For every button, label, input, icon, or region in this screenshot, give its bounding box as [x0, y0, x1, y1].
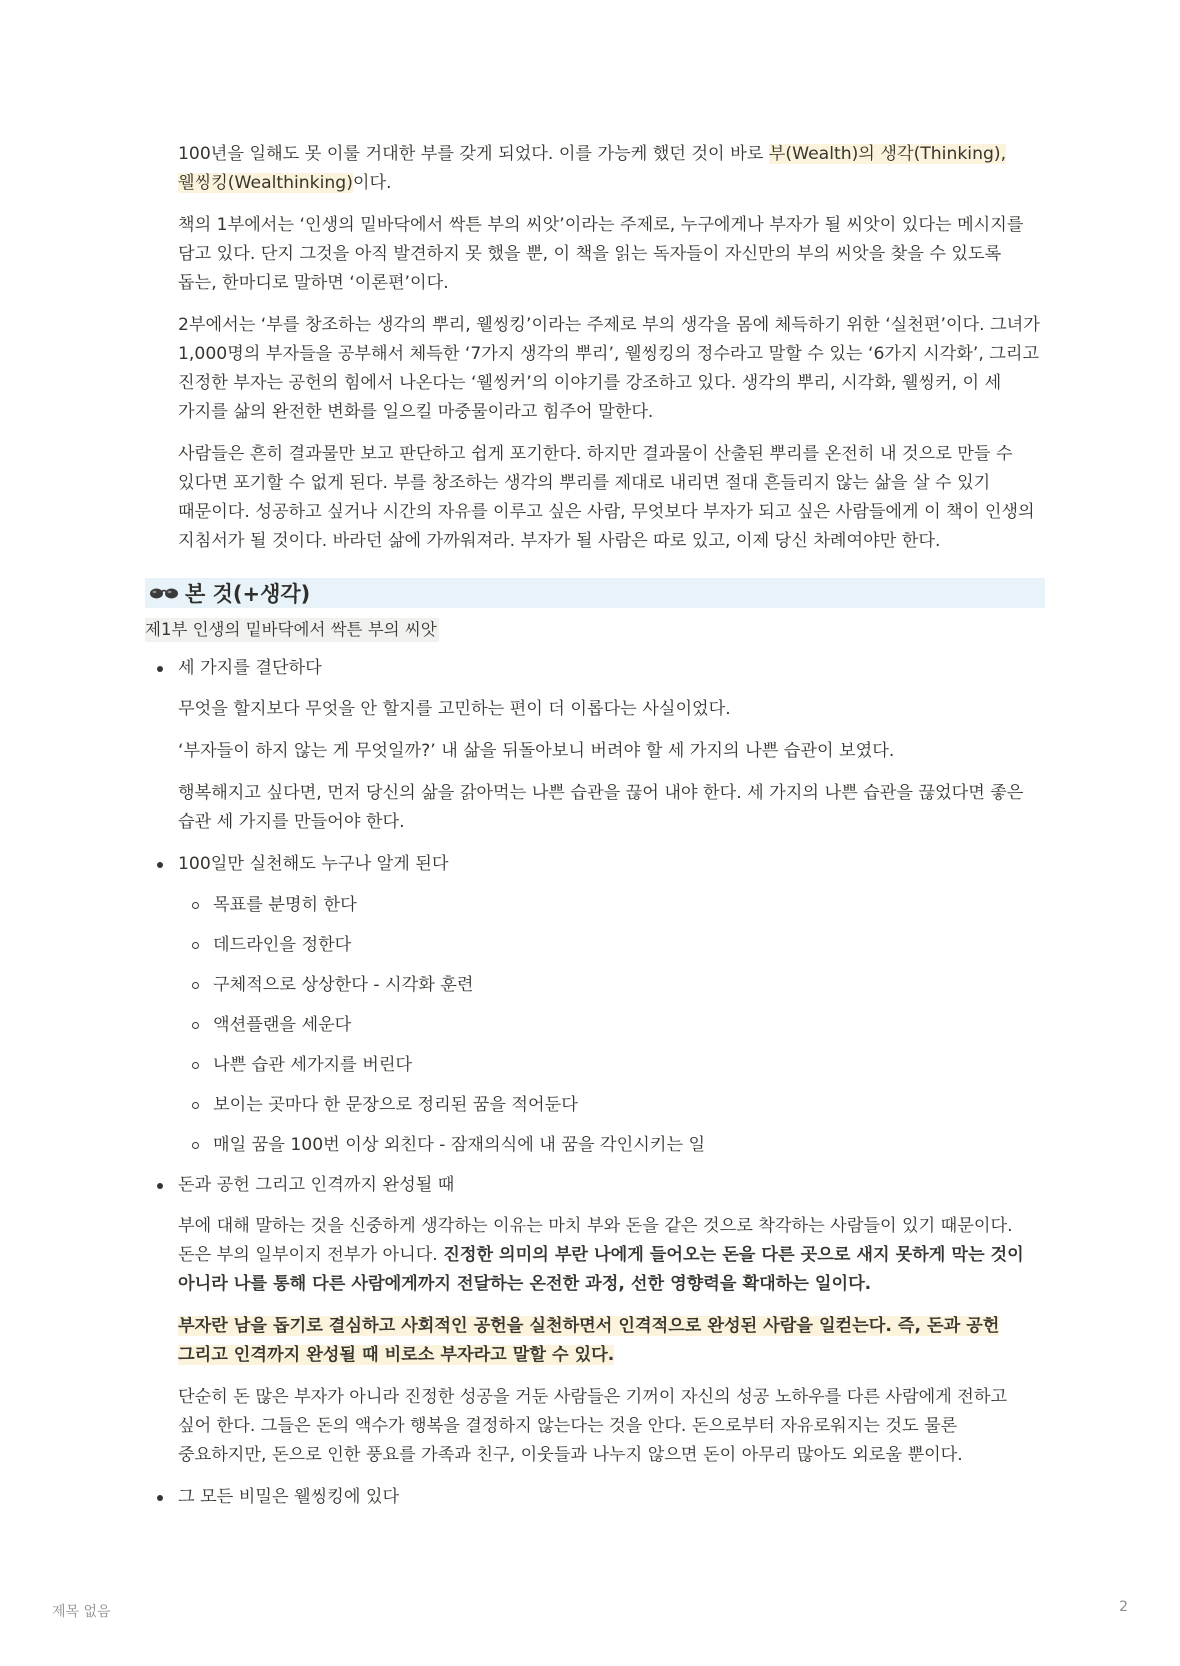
sub-item-text: 보이는 곳마다 한 문장으로 정리된 꿈을 적어둔다 [213, 1095, 578, 1115]
sub-item-text: 목표를 분명히 한다 [213, 895, 357, 915]
bullet-title: 그 모든 비밀은 웰씽킹에 있다 [178, 1487, 400, 1507]
circle-bullet-icon [192, 1062, 199, 1069]
circle-bullet-icon [192, 982, 199, 989]
bullet-icon [157, 666, 163, 672]
sub-list-item [213, 971, 1045, 1000]
sub-item-text: 매일 꿈을 100번 이상 외친다 - 잠재의식에 내 꿈을 각인시키는 일 [213, 1135, 706, 1155]
sub-list-item [213, 1011, 1045, 1040]
sub-list-item [213, 891, 1045, 920]
circle-bullet-icon [192, 902, 199, 909]
circle-bullet-icon [192, 1102, 199, 1109]
sub-list-item [213, 1051, 1045, 1080]
section-heading [145, 578, 1045, 608]
sub-list-item [213, 931, 1045, 960]
highlighted-bold-text: 부자란 남을 돕기로 결심하고 사회적인 공헌을 실천하면서 인격적으로 완성된 사람을 일컫는다. 즉, 돈과 공헌 그리고 인격까지 완성될 때 비로소 부자라고 말할 수 있다. [178, 1316, 1000, 1365]
circle-bullet-icon [192, 942, 199, 949]
bullet-icon [157, 1495, 163, 1501]
intro-text: 이다. [352, 173, 392, 193]
sub-list-item [213, 1091, 1045, 1120]
page-number: 2 [1119, 1599, 1128, 1615]
glasses-icon [149, 586, 179, 600]
sub-item-text: 액션플랜을 세운다 [213, 1015, 352, 1035]
sub-item-text: 구체적으로 상상한다 - 시각화 훈련 [213, 975, 474, 995]
intro-paragraph-1 [178, 140, 1045, 198]
list-item [178, 850, 1045, 879]
section-label: 제1부 인생의 밑바닥에서 싹튼 부의 씨앗 [145, 618, 439, 642]
bullet-paragraph: 행복해지고 싶다면, 먼저 당신의 삶을 갉아먹는 나쁜 습관을 끊어 내야 한다. 세 가지의 나쁜 습관을 끊었다면 좋은 습관 세 가지를 만들어야 한다. [178, 783, 1024, 832]
bullet-title: 세 가지를 결단하다 [178, 658, 322, 678]
footer-title: 제목 없음 [52, 1604, 111, 1620]
intro-paragraph-4: 사람들은 흔히 결과물만 보고 판단하고 쉽게 포기한다. 하지만 결과물이 산출된 뿌리를 온전히 내 것으로 만들 수 있다면 포기할 수 없게 된다. 부를 창조하는 생각의 뿌리를 제대로 내리면 절대 흔들리지 않는 삶을 살 수 있기 때문이다. 성공하고 싶거나 시간의 자유를 이루고 싶은 사람, 무엇보다 부자가 되고 싶은 사람들에게 이 책이 인생의 지침서가 될 것이다. 바라던 삶에 가까워져라. 부자가 될 사람은 따로 있고, 이제 당신 차례여야만 한다. [178, 444, 1035, 551]
circle-bullet-icon [192, 1142, 199, 1149]
bullet-paragraph: 무엇을 할지보다 무엇을 안 할지를 고민하는 편이 더 이롭다는 사실이었다. [178, 699, 731, 719]
bullet-title: 100일만 실천해도 누구나 알게 된다 [178, 854, 449, 874]
list-item [178, 1171, 1045, 1200]
list-item [178, 1483, 1045, 1512]
bold-text: 진정한 의미의 부란 나에게 들어오는 돈을 다른 곳으로 새지 못하게 막는 것이 아니라 나를 통해 다른 사람에게까지 전달하는 온전한 과정, 선한 영향력을 확대하는 일이다. [178, 1245, 1024, 1294]
paragraph-text: 부에 대해 말하는 것을 신중하게 생각하는 이유는 마치 부와 돈을 같은 것으로 착각하는 사람들이 있기 때문이다. 돈은 부의 일부이지 전부가 아니다. [178, 1216, 1013, 1265]
page-content [145, 140, 1045, 1524]
list-item [178, 654, 1045, 683]
intro-paragraph-3: 2부에서는 ‘부를 창조하는 생각의 뿌리, 웰씽킹’이라는 주제로 부의 생각을 몸에 체득하기 위한 ‘실천편’이다. 그녀가 1,000명의 부자들을 공부해서 체득한 ‘7가지 생각의 뿌리’, 웰씽킹의 정수라고 말할 수 있는 ‘6가지 시각화’, 그리고 진정한 부자는 공헌의 힘에서 나온다는 ‘웰씽커’의 이야기를 강조하고 있다. 생각의 뿌리, 시각화, 웰씽커, 이 세 가지를 삶의 완전한 변화를 일으킬 마중물이라고 힘주어 말한다. [178, 315, 1040, 422]
circle-bullet-icon [192, 1022, 199, 1029]
bullet-icon [157, 862, 163, 868]
bullet-title: 돈과 공헌 그리고 인격까지 완성될 때 [178, 1175, 455, 1195]
bullet-paragraph [178, 1212, 1045, 1299]
intro-paragraph-2: 책의 1부에서는 ‘인생의 밑바닥에서 싹튼 부의 씨앗’이라는 주제로, 누구에게나 부자가 될 씨앗이 있다는 메시지를 담고 있다. 단지 그것을 아직 발견하지 못 했을 뿐, 이 책을 읽는 독자들이 자신만의 부의 씨앗을 찾을 수 있도록 돕는, 한마디로 말하면 ‘이론편’이다. [178, 215, 1024, 293]
bullet-paragraph [178, 1312, 1045, 1370]
sub-item-text: 데드라인을 정한다 [213, 935, 352, 955]
heading-text: 본 것(+생각) [185, 582, 311, 606]
bullet-paragraph: ‘부자들이 하지 않는 게 무엇일까?’ 내 삶을 뒤돌아보니 버려야 할 세 가지의 나쁜 습관이 보였다. [178, 741, 895, 761]
bullet-paragraph: 단순히 돈 많은 부자가 아니라 진정한 성공을 거둔 사람들은 기꺼이 자신의 성공 노하우를 다른 사람에게 전하고 싶어 한다. 그들은 돈의 액수가 행복을 결정하지 않는다는 것을 안다. 돈으로부터 자유로워지는 것도 물론 중요하지만, 돈으로 인한 풍요를 가족과 친구, 이웃들과 나누지 않으면 돈이 아무리 많아도 외로울 뿐이다. [178, 1387, 1008, 1465]
highlighted-text: 부(Wealth)의 생각(Thinking), 웰씽킹(Wealthinking) [178, 144, 1007, 193]
bullet-icon [157, 1183, 163, 1189]
sub-list-item [213, 1131, 1045, 1160]
sub-item-text: 나쁜 습관 세가지를 버린다 [213, 1055, 413, 1075]
intro-text: 100년을 일해도 못 이룰 거대한 부를 갖게 되었다. 이를 가능케 했던 것이 바로 [178, 144, 769, 164]
